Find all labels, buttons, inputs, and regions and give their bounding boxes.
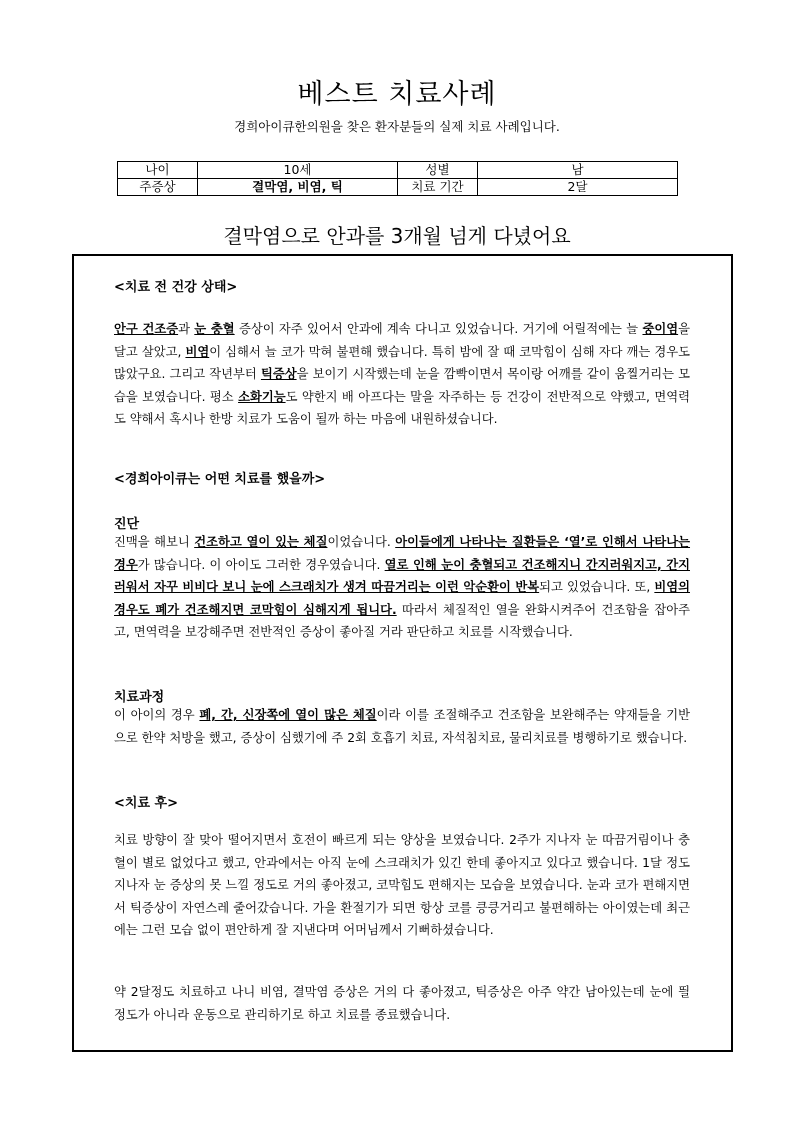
- sex-value: 남: [478, 162, 678, 179]
- emphasized-text: 틱증상: [260, 367, 297, 381]
- text-span: 따라서 체질적인 열을 완화시켜주어 건조함을 잡아주고, 면역력을 보강해주면 전반적인 증상이 좋아질 거라 판단하고 치료를 시작했습니다.: [114, 602, 690, 639]
- before-text: [114, 318, 690, 431]
- rich-text: [114, 704, 690, 749]
- text-span: 이 아이의 경우: [114, 708, 200, 722]
- after-paragraph-2: 약 2달정도 치료하고 나니 비염, 결막염 증상은 거의 다 좋아졌고, 틱증상은 아주 약간 남아있는데 눈에 띌 정도가 아니라 운동으로 관리하기로 하고 치료를 종료했습니다.: [114, 985, 690, 1022]
- before-heading: <치료 전 건강 상태>: [114, 280, 238, 295]
- text-span: 가 많습니다. 이 아이도 그러한 경우였습니다.: [137, 557, 385, 572]
- after-paragraph-1: 치료 방향이 잘 맞아 떨어지면서 호전이 빠르게 되는 양상을 보였습니다. 2주가 지나자 눈 따끔거림이나 충혈이 별로 없었다고 했고, 안과에서는 아직 눈에 스크래치가 있긴 한데 좋아지고 있다고 했습니다. 1달 정도 지나자 눈 증상의 못 느낄 정도로 거의 좋아졌고, 코막힘도 편해지는 모습을 보였습니다. 눈과 코가 편해지면서 틱증상이 자연스레 줄어갔습니다. 가을 환절기가 되면 항상 코를 킁킁거리고 불편해하는 아이였는데 최근에는 그런 모습 없이 편안하게 잘 지낸다며 어머님께서 기뻐하셨습니다.: [114, 833, 690, 937]
- after-heading: <치료 후>: [114, 796, 178, 811]
- emphasized-text: 건조하고 열이 있는 체질: [194, 535, 328, 549]
- table-row: [118, 162, 678, 179]
- emphasized-text: 눈 충혈: [194, 322, 235, 336]
- after-text-1: [114, 829, 690, 942]
- rich-text: [114, 531, 690, 644]
- text-span: 이라 이를 조절해주고 건조함을 보완해주는 약재들을 기반으로 한약 처방을 했고, 증상이 심했기에 주 2회 호흡기 치료, 자석침치료, 물리치료를 병행하기로 했습니다.: [114, 708, 690, 745]
- text-span: 을 보이기 시작했는데 눈을 깜빡이면서 목이랑 어깨를 같이 움찔거리는 모습을 보였습니다. 평소: [114, 367, 690, 404]
- emphasized-text: 중이염: [642, 322, 679, 336]
- process-heading: 치료과정: [114, 690, 165, 705]
- text-span: 되고 있었습니다. 또,: [539, 580, 655, 594]
- case-title: 결막염으로 안과를 3개월 넘게 다녔어요: [223, 224, 571, 248]
- text-span: 도 약한지 배 아프다는 말을 자주하는 등 건강이 전반적으로 약했고, 면역력도 약해서 혹시나 한방 치료가 도움이 될까 하는 마음에 내원하셨습니다.: [114, 389, 690, 426]
- text-span: 이 심해서 늘 코가 막혀 불편해 했습니다. 특히 밤에 잘 때 코막힘이 심해 자다 깨는 경우도 많았구요. 그리고 작년부터: [114, 344, 690, 381]
- text-span: 진맥을 해보니: [114, 535, 195, 549]
- age-value: 10세: [198, 162, 398, 179]
- emphasized-text: 폐, 간, 신장쪽에 열이 많은 체질: [199, 708, 377, 722]
- text-span: 증상이 자주 있어서 안과에 계속 다니고 있었습니다. 거기에 어릴적에는 늘: [234, 322, 643, 336]
- text-span: 과: [178, 322, 195, 336]
- process-text: [114, 704, 690, 749]
- diagnosis-heading: 진단: [114, 517, 140, 532]
- sex-label: 성별: [398, 162, 478, 179]
- emphasized-text: 비염: [185, 344, 210, 359]
- emphasized-text: 비염의 경우도 폐가 건조해지면 코막힘이 심해지게 됩니다.: [114, 580, 690, 617]
- emphasized-text: 아이들에게 나타나는 질환들은 ‘열’로 인해서 나타나는 경우: [114, 535, 691, 572]
- diagnosis-text: [114, 531, 690, 644]
- emphasized-text: 소화기능: [238, 389, 286, 404]
- symptom-label: 주증상: [118, 179, 198, 196]
- what-heading: <경희아이큐는 어떤 치료를 했을까>: [114, 472, 326, 487]
- period-label: 치료 기간: [398, 179, 478, 196]
- text-span: 이었습니다.: [327, 535, 396, 549]
- period-value: 2달: [478, 179, 678, 196]
- text-span: 을 달고 살았고,: [114, 322, 690, 359]
- age-label: 나이: [118, 162, 198, 179]
- after-text-2: [114, 981, 690, 1026]
- patient-info-table: [117, 161, 678, 196]
- rich-text: [114, 318, 690, 431]
- emphasized-text: 안구 건조증: [114, 322, 179, 336]
- page-title: 베스트 치료사례: [297, 79, 497, 110]
- table-row: [118, 179, 678, 196]
- page-subtitle: 경희아이큐한의원을 찾은 환자분들의 실제 치료 사례입니다.: [234, 119, 560, 134]
- emphasized-text: 열로 인해 눈이 충혈되고 건조해지니 간지러워지고, 간지러워서 자꾸 비비다 보니 눈에 스크래치가 생겨 따끔거리는 이런 악순환이 반복: [114, 557, 690, 594]
- symptom-value: 결막염, 비염, 틱: [198, 179, 398, 196]
